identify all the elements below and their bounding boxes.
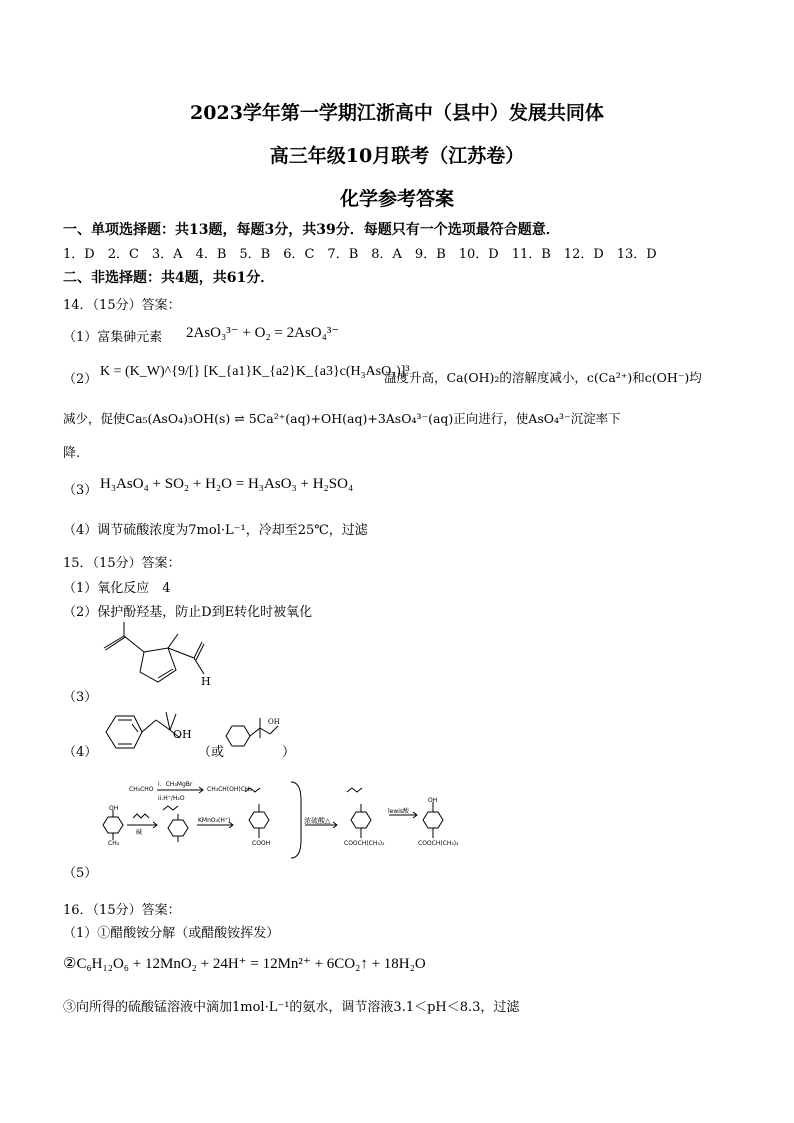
section1-answers: 1．D 2．C 3．A 4．B 5．B 6．C 7．B 8．A 9．B 10．D 11．B 12．D 13．D [63,247,657,262]
q16-p2-equation: ②C₆H₁₂O₆ + 12MnO₂ + 24H⁺ = 12Mn²⁺ + 6CO₂↑ + 18H₂O [63,956,426,972]
q14-p2-text1: 温度升高，Ca(OH)₂的溶解度减小，c(Ca²⁺)和c(OH⁻)均 [384,370,702,385]
section2-heading: 二、非选择题：共4题，共61分． [63,270,275,286]
q14-p3-label: （3） [63,483,98,498]
q14-p2-label: （2） [63,372,98,387]
page-subtitle: 高三年级10月联考（江苏卷） [269,145,525,167]
route-h2so4: 浓硫酸△ [304,817,331,825]
q14-p1-equation: 2AsO₃³⁻ + O₂ = 2AsO₄³⁻ [186,325,340,341]
q15-p4-close: ） [282,745,296,760]
q15-p2: （2）保护酚羟基，防止D到E转化时被氧化 [63,605,313,620]
structure-4-oh-label: OH [173,728,192,741]
q14-head: 14．（15分）答案： [63,298,181,313]
q16-head: 16．（15分）答案： [63,903,181,918]
q16-p1: （1）①醋酸铵分解（或醋酸铵挥发） [63,926,280,941]
structure-3-h-label: H [201,675,211,688]
route-kmno4: KMnO₄(H⁺) [198,817,231,824]
route-final-oh: OH [428,797,438,804]
page-title: 2023学年第一学期江浙高中（县中）发展共同体 [190,102,604,124]
q15-p4-label: （4） [63,745,98,760]
q15-p1: （1）氧化反应 4 [63,581,171,596]
q14-p1-label: （1）富集砷元素 [63,330,163,345]
q15-p4-or: （或 [198,745,225,760]
q15-p5-label: （5） [63,866,98,881]
section1-heading: 一、单项选择题：共13题，每题3分，共39分．每题只有一个选项最符合题意． [63,222,560,238]
route-ester-1: COOCH(CH₃)₂ [344,840,385,847]
route-reagent-1: i．CH₃MgBr [158,781,193,788]
q14-p2-formula: K = (K_W)^{9/[} [K_{a1}K_{a2}K_{a3}c(H₃AsO₃)]³ [100,364,410,379]
route-reagent-2: ii.H⁺/H₂O [158,795,185,802]
q15-p3-label: （3） [63,690,98,705]
q14-p2-text3: 降. [63,446,81,461]
route-product-alcohol: CH₃CH(OH)CH₃ [207,786,252,793]
answer-title: 化学参考答案 [339,188,454,210]
structure-4-alt-oh-label: OH [268,718,280,726]
route-start-ch3cho: CH₃CHO [129,786,154,793]
route-phenol-ch3: CH₃ [108,840,120,847]
route-cond-base: 碱 [136,829,143,836]
q16-p3: ③向所得的硫酸锰溶液中滴加1mol·L⁻¹的氨水，调节溶液3.1＜pH＜8.3，过滤 [63,1000,520,1015]
route-ester-2: COOCH(CH₃)₂ [418,840,459,847]
route-cooh: COOH [252,840,271,847]
synthesis-route-diagram [95,770,495,870]
q14-p3-equation: H₃AsO₄ + SO₂ + H₂O = H₃AsO₃ + H₂SO₄ [100,476,354,492]
route-lewis-acid: lewis酸 [388,808,410,815]
route-phenol-oh: OH [109,805,119,812]
q14-p4-text: （4）调节硫酸浓度为7mol·L⁻¹，冷却至25℃，过滤 [63,523,368,538]
q14-p2-text2: 减少，促使Ca₅(AsO₄)₃OH(s) ⇌ 5Ca²⁺(aq)+OH(aq)+3AsO₄³⁻(aq)正向进行，使AsO₄³⁻沉淀率下 [63,411,621,426]
q15-head: 15．（15分）答案： [63,556,181,571]
